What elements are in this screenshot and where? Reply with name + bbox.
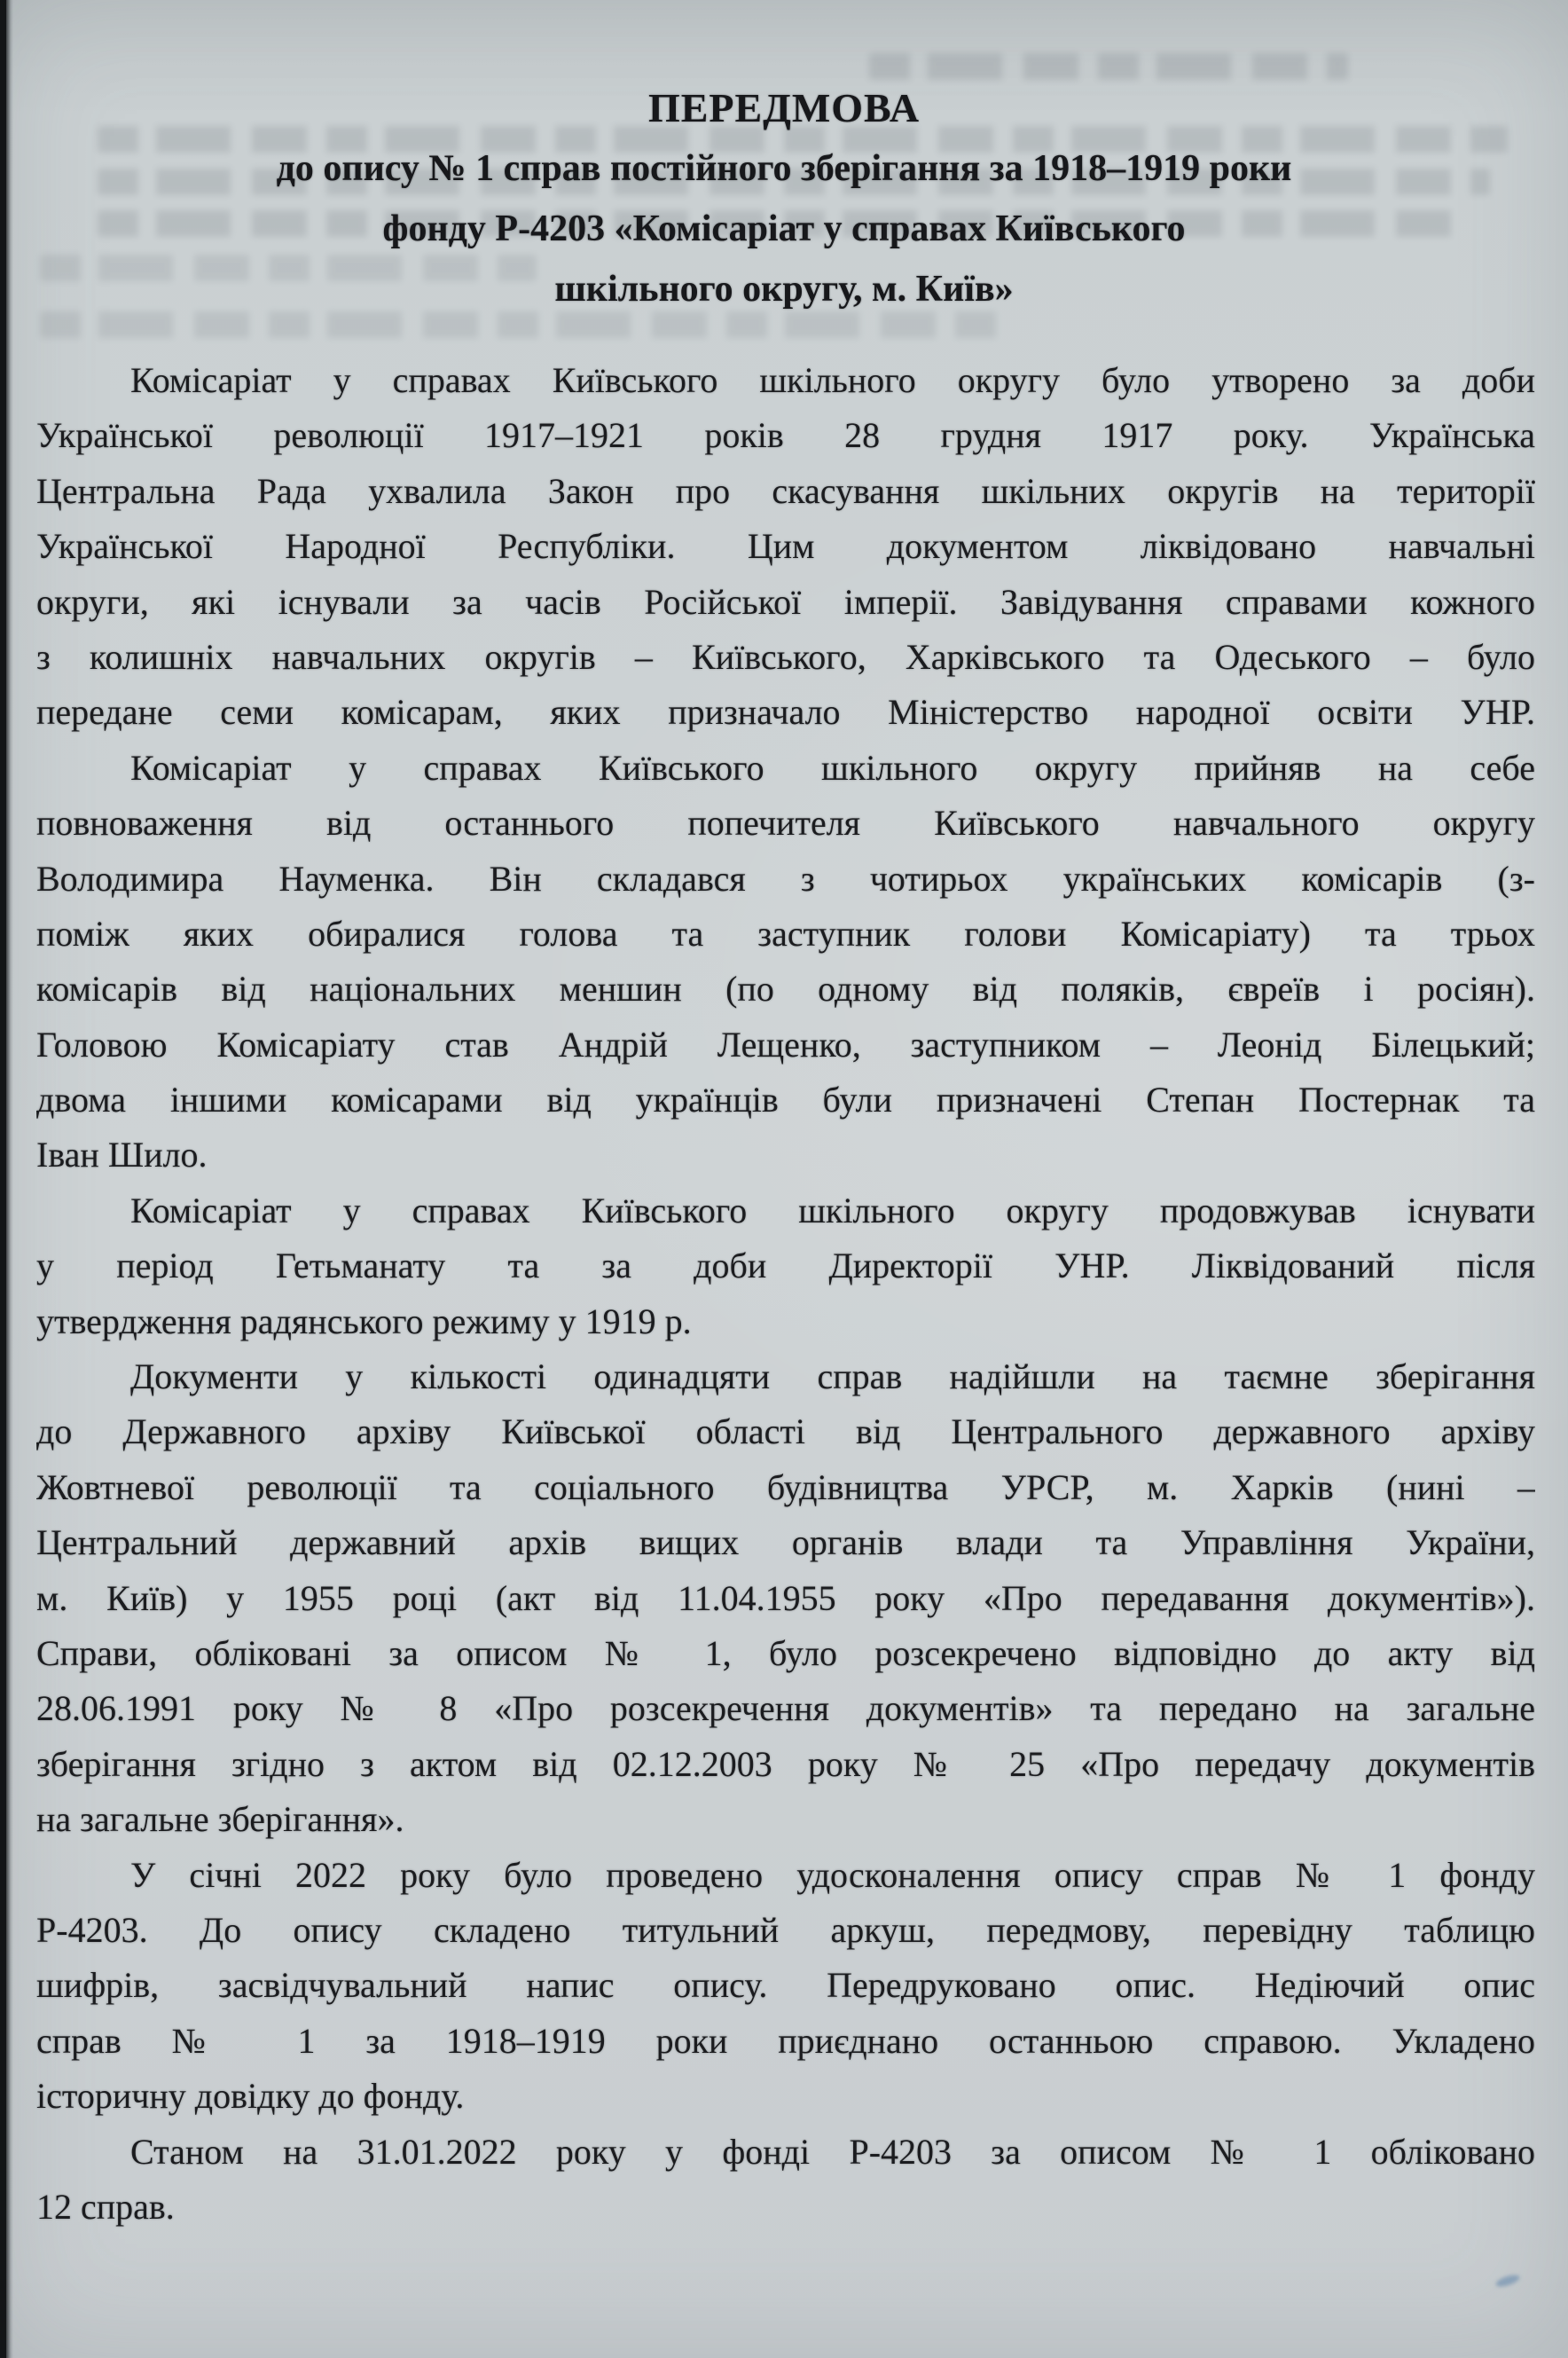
text-line: зберігання згідно з актом від 02.12.2003 року № 25 «Про передачу документів [36, 1743, 1535, 1784]
text-line: Станом на 31.01.2022 року у фонді Р-4203 за описом № 1 обліковано [130, 2131, 1535, 2172]
text-line: округи, які існували за часів Російської імперії. Завідування справами кожного [36, 581, 1535, 622]
text-line: Справи, обліковані за описом № 1, було розсекречено відповідно до акту від [36, 1632, 1535, 1673]
text-line: повноваження від останнього попечителя Київського навчального округу [36, 803, 1535, 844]
text-line: до Державного архіву Київської області від Центрального державного архіву [36, 1411, 1535, 1452]
text-line: з колишніх навчальних округів – Київського, Харківського та Одеського – було [36, 636, 1535, 677]
title-subtitle-line: до опису № 1 справ постійного зберігання за 1918–1919 роки [276, 148, 1292, 189]
text-line: Р-4203. До опису складено титульний аркуш, передмову, перевідну таблицю [36, 1909, 1535, 1950]
scan-edge-shadow [0, 0, 13, 2358]
text-line: передане семи комісарам, яких призначало Міністерство народної освіти УНР. [36, 692, 1535, 733]
bleed-through-smudge [869, 53, 1348, 80]
text-line: двома іншими комісарами від українців були призначені Степан Постернак та [36, 1080, 1535, 1120]
ink-smudge [1494, 2273, 1521, 2289]
text-line: Документи у кількості одинадцяти справ надійшли на таємне зберігання [130, 1356, 1535, 1397]
text-line: Комісаріат у справах Київського шкільного округу прийняв на себе [130, 747, 1535, 788]
text-line: Центральна Рада ухвалила Закон про скасування шкільних округів на території [36, 470, 1535, 511]
text-line: справ № 1 за 1918–1919 роки приєднано останньою справою. Укладено [36, 2020, 1535, 2061]
title-heading: ПЕРЕДМОВА [647, 85, 921, 130]
text-line: на загальне зберігання». [36, 1799, 404, 1840]
title-subtitle-line: фонду Р-4203 «Комісаріат у справах Київського [382, 208, 1186, 249]
text-line: Комісаріат у справах Київського шкільного округу було утворено за доби [130, 360, 1535, 400]
text-line: історичну довідку до фонду. [36, 2076, 465, 2117]
text-line: У січні 2022 року було проведено удосконалення опису справ № 1 фонду [130, 1854, 1535, 1895]
text-line: поміж яких обиралися голова та заступник голови Комісаріату) та трьох [36, 913, 1535, 954]
text-line: Української революції 1917–1921 років 28 грудня 1917 року. Українська [36, 415, 1535, 456]
text-line: Комісаріат у справах Київського шкільного округу продовжував існувати [130, 1190, 1535, 1230]
text-line: у період Гетьманату та за доби Директорії УНР. Ліквідований після [36, 1246, 1535, 1286]
text-line: Іван Шило. [36, 1135, 208, 1175]
document-title [0, 78, 1568, 319]
text-line: Жовтневої революції та соціального будівництва УРСР, м. Харків (нині – [36, 1466, 1535, 1507]
text-line: шифрів, засвідчувальний напис опису. Передруковано опис. Недіючий опис [36, 1965, 1535, 2006]
text-line: м. Київ) у 1955 році (акт від 11.04.1955 року «Про передавання документів»). [36, 1577, 1535, 1618]
text-line: Центральний державний архів вищих органів влади та Управління України, [36, 1522, 1535, 1563]
text-line: комісарів від національних меншин (по одному від поляків, євреїв і росіян). [36, 969, 1535, 1010]
document-body [36, 353, 1535, 2235]
title-subtitle-line: шкільного округу, м. Київ» [554, 269, 1014, 310]
text-line: 28.06.1991 року № 8 «Про розсекречення документів» та передано на загальне [36, 1688, 1535, 1729]
text-line: Головою Комісаріату став Андрій Лещенко, заступником – Леонід Білецький; [36, 1024, 1535, 1065]
text-line: утвердження радянського режиму у 1919 р. [36, 1301, 692, 1341]
text-line: Української Народної Республіки. Цим документом ліквідовано навчальні [36, 526, 1535, 567]
text-line: Володимира Науменка. Він складався з чотирьох українських комісарів (з- [36, 858, 1535, 899]
text-line: 12 справ. [36, 2186, 175, 2227]
